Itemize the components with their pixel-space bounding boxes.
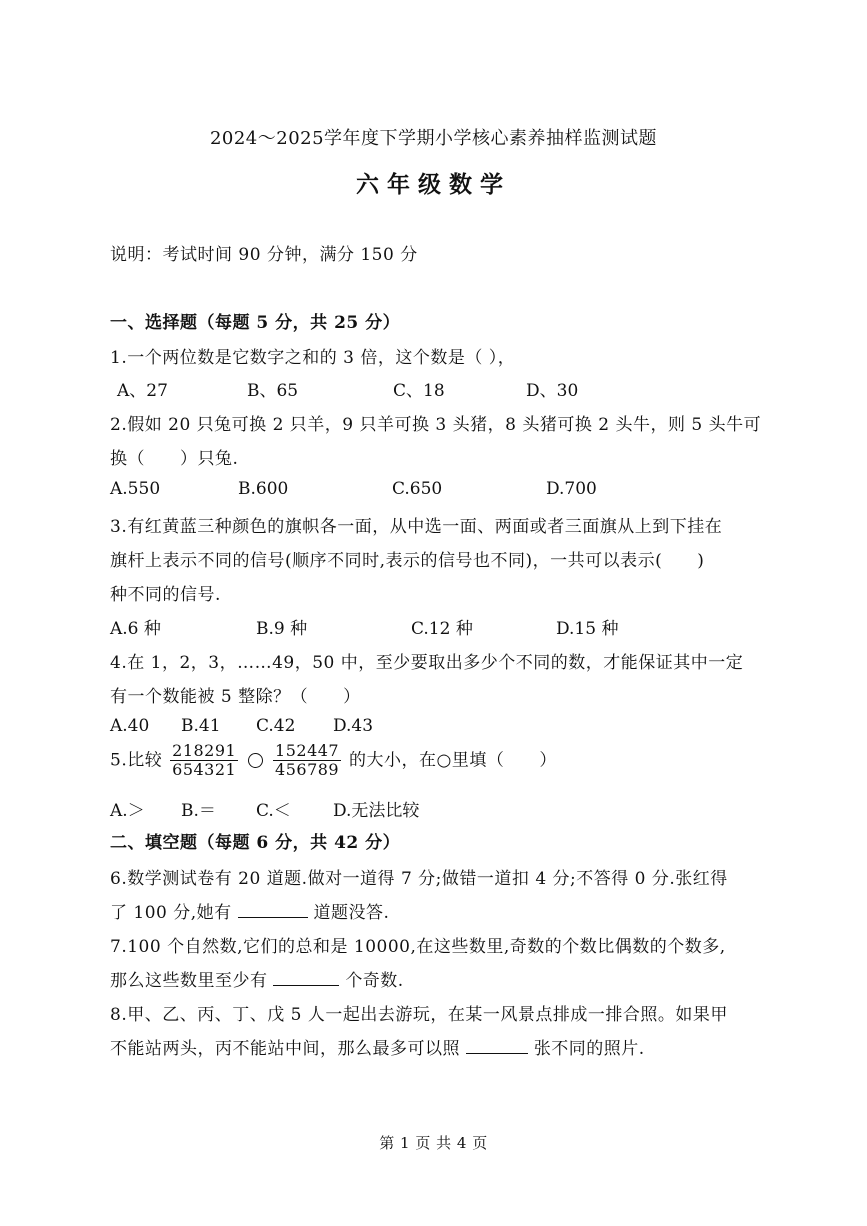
question-4-line-1: 4.在 1，2，3，……49，50 中，至少要取出多少个不同的数，才能保证其中一定 [110, 653, 744, 673]
question-3-option-b: B.9 种 [256, 619, 308, 639]
section-2-heading: 二、填空题（每题 6 分，共 42 分） [110, 833, 401, 853]
question-5-prefix: 5.比较 [110, 750, 163, 771]
fraction-2-numerator: 152447 [275, 741, 340, 760]
question-2-option-a: A.550 [110, 479, 161, 499]
section-1-heading: 一、选择题（每题 5 分，共 25 分） [110, 313, 401, 333]
question-5-stem [110, 742, 557, 780]
answer-blank-7[interactable] [273, 971, 339, 986]
fraction-1 [170, 742, 238, 780]
question-6-line-1: 6.数学测试卷有 20 道题.做对一道得 7 分;做错一道扣 4 分;不答得 0 分.张红得 [110, 869, 728, 889]
question-4-option-b: B.41 [181, 716, 221, 736]
exam-title: 2024～2025学年度下学期小学核心素养抽样监测试题 [209, 128, 658, 149]
page-footer: 第 1 页 共 4 页 [379, 1134, 488, 1152]
question-2-option-d: D.700 [546, 479, 597, 499]
question-1-stem: 1.一个两位数是它数字之和的 3 倍，这个数是（ ）， [110, 348, 516, 368]
question-6-line-2-start: 了 100 分,她有 [110, 903, 232, 923]
question-1-option-d: D、30 [526, 381, 579, 401]
question-7-line-2-end: 个奇数. [345, 971, 404, 991]
answer-blank-6[interactable] [238, 903, 308, 918]
question-4-option-a: A.40 [110, 716, 150, 736]
exam-instructions: 说明：考试时间 90 分钟，满分 150 分 [110, 245, 418, 265]
question-1-option-b: B、65 [247, 381, 299, 401]
question-8-line-2-end: 张不同的照片. [533, 1039, 645, 1059]
question-4-line-2: 有一个数能被 5 整除？（ ） [110, 687, 361, 707]
question-3-option-a: A.6 种 [110, 619, 161, 639]
exam-subtitle: 六年级数学 [356, 171, 511, 198]
question-2-line-1: 2.假如 20 只兔可换 2 只羊，9 只羊可换 3 头猪，8 头猪可换 2 头牛，则 5 头牛可 [110, 415, 762, 435]
fraction-2-denominator: 456789 [275, 760, 340, 780]
question-5-option-c: C.＜ [256, 801, 291, 821]
question-3-line-3: 种不同的信号. [110, 585, 221, 605]
fraction-1-numerator: 218291 [172, 741, 237, 760]
question-2-line-2: 换（ ）只兔. [110, 449, 239, 469]
question-1-option-c: C、18 [393, 381, 445, 401]
question-3-option-d: D.15 种 [556, 619, 619, 639]
question-4-option-d: D.43 [333, 716, 374, 736]
question-2-option-b: B.600 [238, 479, 289, 499]
question-5-suffix: 的大小，在○里填（ ） [349, 750, 557, 771]
question-6-line-2-end: 道题没答. [313, 903, 390, 923]
question-3-line-2: 旗杆上表示不同的信号(顺序不同时,表示的信号也不同)，一共可以表示( ) [110, 551, 705, 571]
question-1-option-a: A、27 [117, 381, 168, 401]
question-7-line-1: 7.100 个自然数,它们的总和是 10000,在这些数里,奇数的个数比偶数的个数多, [110, 937, 726, 957]
question-7-line-2-start: 那么这些数里至少有 [110, 971, 268, 991]
question-5-option-b: B.＝ [181, 801, 216, 821]
fraction-1-denominator: 654321 [172, 760, 237, 780]
fraction-2 [273, 742, 341, 780]
question-8-line-2 [110, 1034, 645, 1059]
question-7-line-2 [110, 966, 404, 991]
question-5-option-d: D.无法比较 [333, 801, 420, 821]
question-5-option-a: A.＞ [110, 801, 145, 821]
question-3-line-1: 3.有红黄蓝三种颜色的旗帜各一面，从中选一面、两面或者三面旗从上到下挂在 [110, 517, 723, 537]
compare-circle-icon [248, 753, 263, 768]
question-2-option-c: C.650 [392, 479, 443, 499]
question-8-line-2-start: 不能站两头，丙不能站中间，那么最多可以照 [110, 1039, 460, 1059]
question-6-line-2 [110, 898, 389, 923]
question-4-option-c: C.42 [256, 716, 296, 736]
question-8-line-1: 8.甲、乙、丙、丁、戊 5 人一起出去游玩，在某一风景点排成一排合照。如果甲 [110, 1005, 728, 1025]
question-3-option-c: C.12 种 [411, 619, 473, 639]
answer-blank-8[interactable] [466, 1039, 528, 1054]
